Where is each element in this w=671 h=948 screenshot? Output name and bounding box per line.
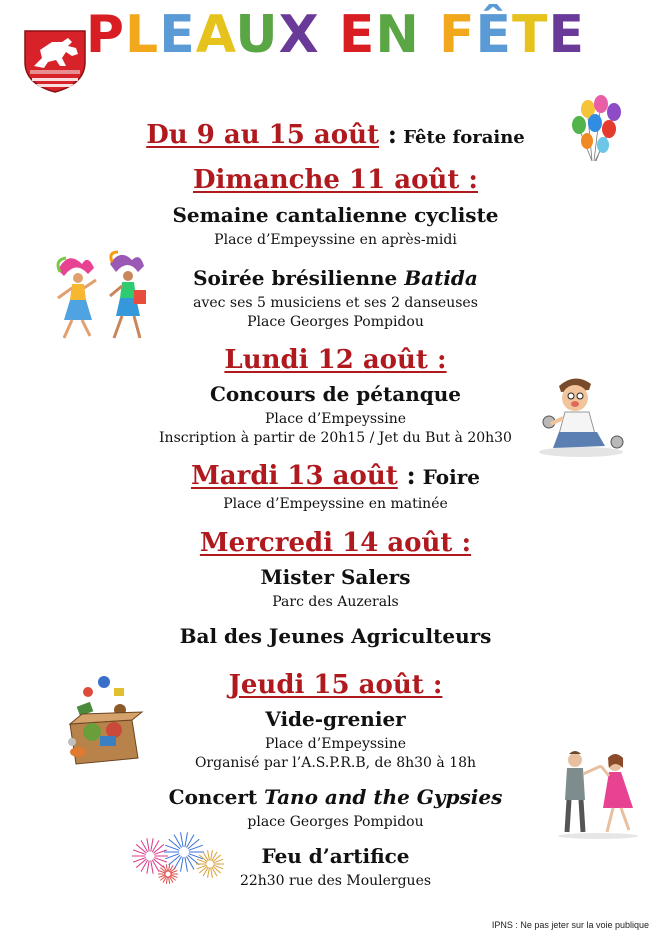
event-sub-petanque-2: Inscription à partir de 20h15 / Jet du But à 20h30 <box>159 430 512 446</box>
title-letter: F <box>438 5 476 65</box>
page-title <box>0 0 671 70</box>
event-title-concert <box>0 785 671 809</box>
title-letter <box>420 5 439 65</box>
event-sub-soiree-1: avec ses 5 musiciens et ses 2 danseuses <box>193 295 478 311</box>
event-sub-vide-grenier-2: Organisé par l’A.S.P.R.B, de 8h30 à 18h <box>194 755 477 771</box>
event-title-petanque: Concours de pétanque <box>210 382 461 406</box>
title-letter: X <box>278 5 320 65</box>
separator: : <box>397 461 416 490</box>
event-sub-mister-salers: Parc des Auzerals <box>272 594 399 610</box>
soiree-label: Soirée brésilienne <box>193 266 405 290</box>
event-title-feu-artifice: Feu d’artifice <box>261 844 410 868</box>
footer-note: IPNS : Ne pas jeter sur la voie publique <box>491 920 649 930</box>
separator: : <box>379 120 397 149</box>
day-heading-lundi: Lundi 12 août : <box>224 345 447 375</box>
title-letter: E <box>159 5 196 65</box>
title-letter: T <box>512 5 549 65</box>
concert-label: Concert <box>168 785 265 809</box>
title-letter: A <box>195 5 236 65</box>
day-heading-mercredi: Mercredi 14 août : <box>199 528 472 558</box>
soiree-name: Batida <box>404 266 478 290</box>
title-letter: N <box>375 5 420 65</box>
title-letter: E <box>548 5 586 65</box>
event-title-cycliste: Semaine cantalienne cycliste <box>172 203 499 227</box>
day-heading-mardi: Mardi 13 août <box>191 461 398 491</box>
title-letter: P <box>85 5 126 65</box>
event-title-vide-grenier: Vide-grenier <box>265 707 406 731</box>
day-heading-dimanche: Dimanche 11 août : <box>193 165 478 195</box>
day-heading-jeudi: Jeudi 15 août : <box>228 670 443 700</box>
event-sub-concert: place Georges Pompidou <box>247 814 424 830</box>
foire-label: Foire <box>415 465 480 489</box>
title-letter: Ê <box>475 5 513 65</box>
title-letter: L <box>125 5 160 65</box>
title-letter: E <box>338 5 376 65</box>
foire-line <box>0 461 671 491</box>
event-sub-soiree-2: Place Georges Pompidou <box>247 314 424 330</box>
event-sub-feu-artifice: 22h30 rue des Moulergues <box>239 873 432 889</box>
event-sub-cycliste: Place d’Empeyssine en après-midi <box>214 232 457 248</box>
event-title-mister-salers: Mister Salers <box>260 565 411 589</box>
event-sub-foire: Place d’Empeyssine en matinée <box>223 496 448 512</box>
fete-foraine-line <box>0 120 671 150</box>
fete-foraine-label: Fête foraine <box>396 127 525 148</box>
event-sub-petanque-1: Place d’Empeyssine <box>264 411 407 427</box>
coat-of-arms-icon <box>22 28 88 94</box>
event-title-bal: Bal des Jeunes Agriculteurs <box>179 624 492 648</box>
title-letter: U <box>235 5 279 65</box>
title-letter <box>320 5 339 65</box>
concert-band-name: Tano and the Gypsies <box>264 785 503 809</box>
event-sub-vide-grenier-1: Place d’Empeyssine <box>264 736 407 752</box>
date-range: Du 9 au 15 août <box>146 120 379 150</box>
event-title-soiree <box>0 266 671 290</box>
